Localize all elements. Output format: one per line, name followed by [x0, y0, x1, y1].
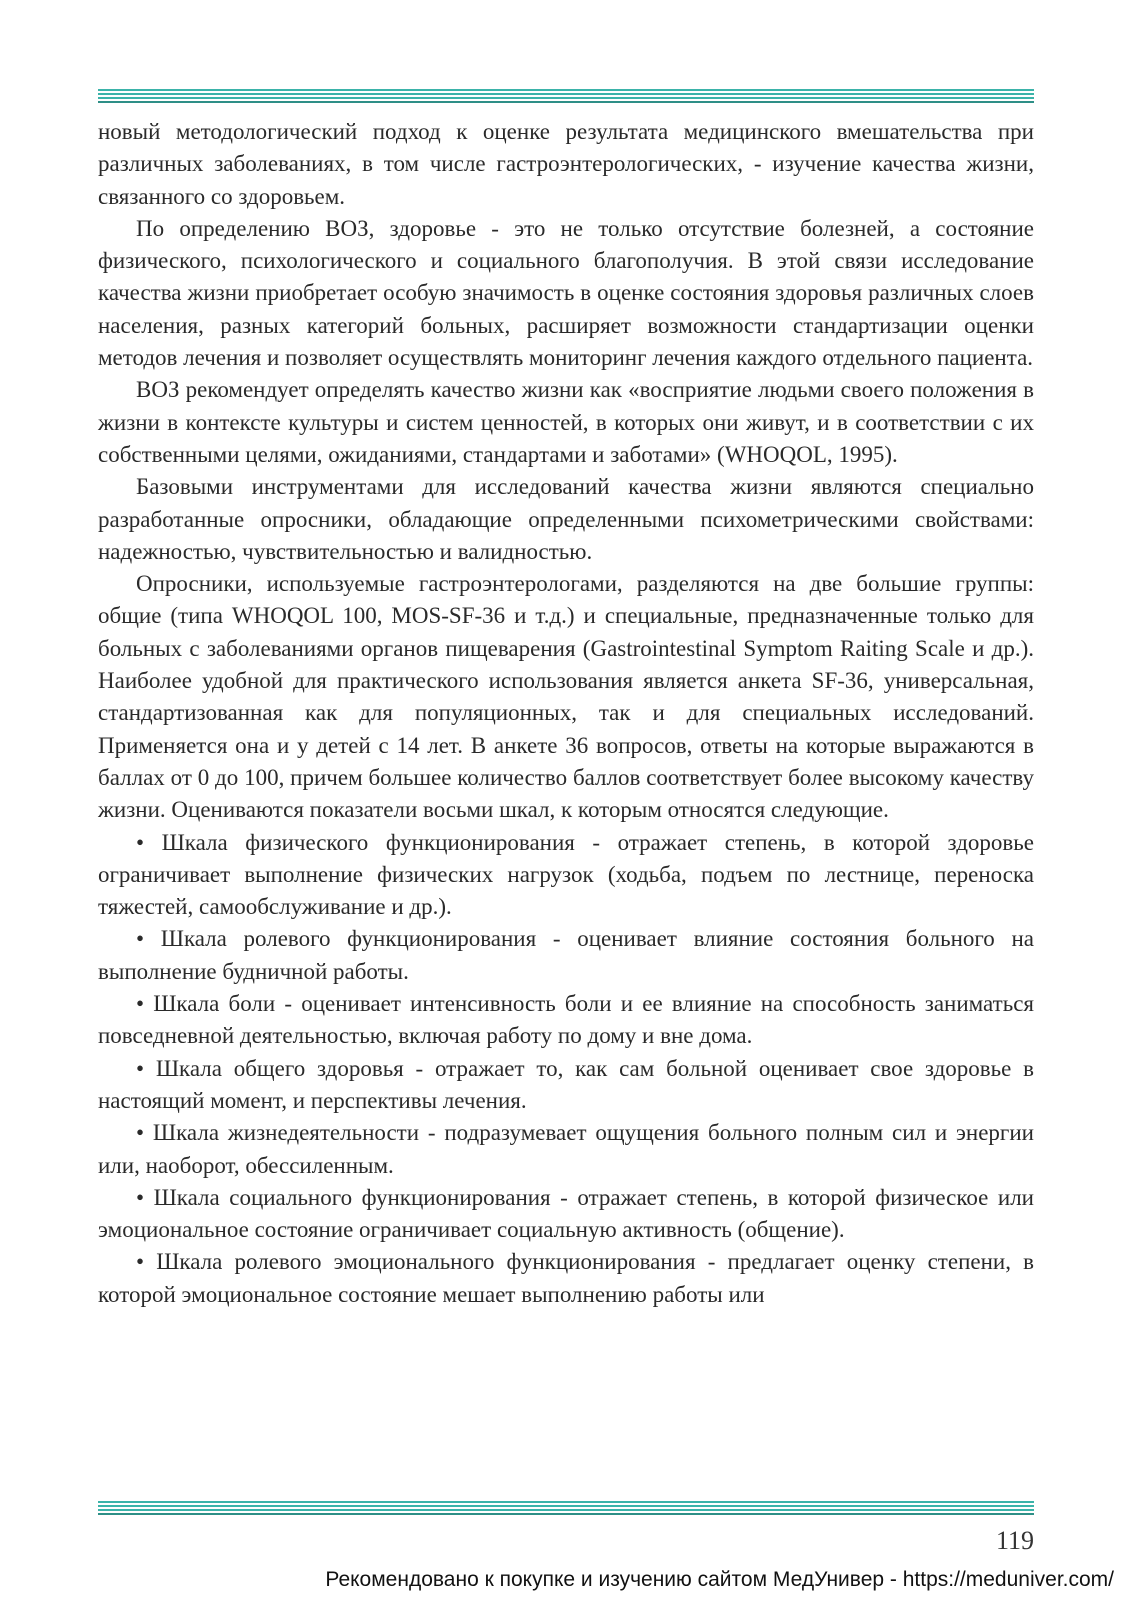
footer-note: Рекомендовано к покупке и изучению сайтом МедУнивер - https://meduniver.com/ [325, 1568, 1114, 1591]
bullet-item: • Шкала физического функционирования - отражает степень, в которой здоровье ограничивает выполнение физических нагрузок (ходьба, подъем по лестнице, переноска тяжестей, самообслуживание и др.). [98, 829, 1034, 920]
bullet-item: • Шкала общего здоровья - отражает то, как сам больной оценивает свое здоровье в настоящий момент, и перспективы лечения. [98, 1055, 1034, 1113]
header-rule [98, 89, 1034, 105]
bullet-item: • Шкала жизнедеятельности - подразумевает ощущения больного полным сил и энергии или, наоборот, обессиленным. [98, 1120, 1034, 1178]
bullet-item: • Шкала ролевого эмоционального функционирования - предлагает оценку степени, в которой эмоциональное состояние мешает выполнению работы или [98, 1249, 1034, 1307]
paragraph: Базовыми инструментами для исследований качества жизни являются специально разработанные опросники, обладающие определенными психометрическими свойствами: надежностью, чувствительностью и валидностью. [98, 474, 1034, 564]
body-text [98, 116, 1034, 1311]
bullet-item: • Шкала боли - оценивает интенсивность боли и ее влияние на способность заниматься повседневной деятельностью, включая работу по дому и вне дома. [98, 991, 1034, 1049]
bullet-item: • Шкала социального функционирования - отражает степень, в которой физическое или эмоциональное состояние ограничивает социальную активность (общение). [98, 1184, 1034, 1243]
paragraph: По определению ВОЗ, здоровье - это не только отсутствие болезней, а состояние физического, психологического и социального благополучия. В этой связи исследование качества жизни приобретает особую значимость в оценке состояния здоровья различных слоев населения, разных категорий больных, расширяет возможности стандартизации оценки методов лечения и позволяет осуществлять мониторинг лечения каждого отдельного пациента. [98, 215, 1034, 371]
page-number: 119 [995, 1526, 1034, 1555]
paragraph: новый методологический подход к оценке результата медицинского вмешательства при различных заболеваниях, в том числе гастроэнтерологических, - изучение качества жизни, связанного со здоровьем. [98, 119, 1034, 209]
bullet-item: • Шкала ролевого функционирования - оценивает влияние состояния больного на выполнение будничной работы. [98, 926, 1034, 984]
paragraph: ВОЗ рекомендует определять качество жизни как «восприятие людьми своего положения в жизни в контексте культуры и систем ценностей, в которых они живут, и в соответствии с их собственными целями, ожиданиями, стандартами и заботами» (WHOQOL, 1995). [98, 377, 1034, 467]
paragraph: Опросники, используемые гастроэнтерологами, разделяются на две большие группы: общие (типа WHOQOL 100, MOS-SF-36 и т.д.) и специальные, предназначенные только для больных с заболеваниями органов пищеварения (Gastrointestinal Symptom Raiting Scale и др.). Наиболее удобной для практического использования является анкета SF-36, универсальная, стандартизованная как для популяционных, так и для специальных исследований. Применяется она и у детей с 14 лет. В анкете 36 вопросов, ответы на которые выражаются в баллах от 0 до 100, причем большее количество баллов соответствует более высокому качеству жизни. Оцениваются показатели восьми шкал, к которым относятся следующие. [98, 571, 1034, 823]
footer-rule [98, 1501, 1034, 1517]
